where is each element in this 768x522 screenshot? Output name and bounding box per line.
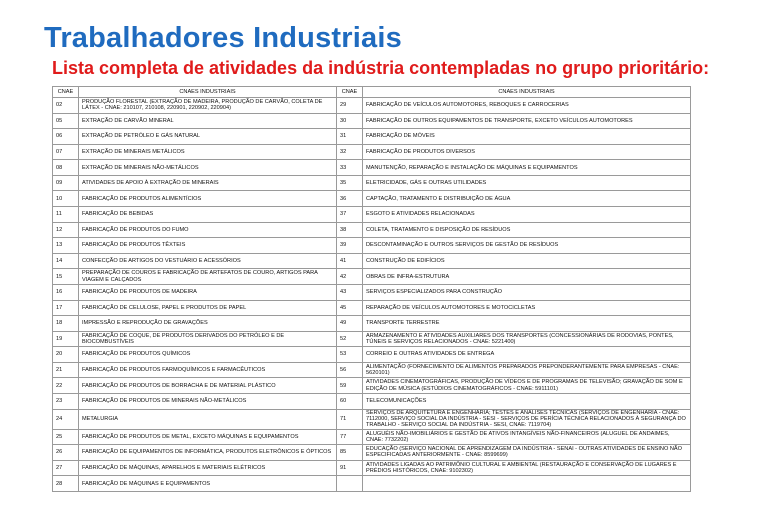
- table-row: [53, 331, 691, 347]
- cnae-code-left: 14: [53, 253, 79, 269]
- cnae-code-right: 59: [337, 378, 363, 394]
- table-row: [53, 429, 691, 445]
- cnae-code-right: 56: [337, 362, 363, 378]
- cnae-code-right: 32: [337, 144, 363, 160]
- activity-right: REPARAÇÃO DE VEÍCULOS AUTOMOTORES E MOTOCICLETAS: [363, 300, 691, 316]
- activity-left: FABRICAÇÃO DE COQUE, DE PRODUTOS DERIVADOS DO PETRÓLEO E DE BIOCOMBUSTÍVEIS: [79, 331, 337, 347]
- activity-right: FABRICAÇÃO DE MÓVEIS: [363, 129, 691, 145]
- activity-right: COLETA, TRATAMENTO E DISPOSIÇÃO DE RESÍDUOS: [363, 222, 691, 238]
- activity-right: TELECOMUNICAÇÕES: [363, 393, 691, 409]
- cnae-code-right: 60: [337, 393, 363, 409]
- cnae-code-left: 19: [53, 331, 79, 347]
- table-row: [53, 144, 691, 160]
- activity-left: FABRICAÇÃO DE PRODUTOS DE METAL, EXCETO MÁQUINAS E EQUIPAMENTOS: [79, 429, 337, 445]
- cnae-code-right: 29: [337, 98, 363, 114]
- cnae-code-left: 07: [53, 144, 79, 160]
- table-row: [53, 207, 691, 223]
- activity-right: ALIMENTAÇÃO (FORNECIMENTO DE ALIMENTOS PREPARADOS PREPONDERANTEMENTE PARA EMPRESAS - CNAE: 5620101): [363, 362, 691, 378]
- cnae-code-left: 18: [53, 316, 79, 332]
- table-row: [53, 409, 691, 429]
- cnae-code-left: 25: [53, 429, 79, 445]
- activity-left: EXTRAÇÃO DE MINERAIS NÃO-METÁLICOS: [79, 160, 337, 176]
- cnae-code-left: 06: [53, 129, 79, 145]
- table-row: [53, 445, 691, 461]
- activity-left: PREPARAÇÃO DE COUROS E FABRICAÇÃO DE ARTEFATOS DE COURO, ARTIGOS PARA VIAGEM E CALÇADOS: [79, 269, 337, 285]
- header-activity-left: CNAES INDUSTRIAIS: [79, 87, 337, 98]
- activity-right: FABRICAÇÃO DE VEÍCULOS AUTOMOTORES, REBOQUES E CARROCERIAS: [363, 98, 691, 114]
- activity-left: FABRICAÇÃO DE PRODUTOS FARMOQUÍMICOS E FARMACÊUTICOS: [79, 362, 337, 378]
- cnae-code-left: 24: [53, 409, 79, 429]
- table-row: [53, 284, 691, 300]
- table-row: [53, 175, 691, 191]
- table-row: [53, 222, 691, 238]
- cnae-code-right: 41: [337, 253, 363, 269]
- activity-left: FABRICAÇÃO DE MÁQUINAS E EQUIPAMENTOS: [79, 476, 337, 492]
- cnae-code-left: 15: [53, 269, 79, 285]
- activity-left: FABRICAÇÃO DE CELULOSE, PAPEL E PRODUTOS DE PAPEL: [79, 300, 337, 316]
- cnae-code-right: 53: [337, 347, 363, 363]
- table-row: [53, 347, 691, 363]
- table-row: [53, 316, 691, 332]
- cnae-code-left: 11: [53, 207, 79, 223]
- activity-right: DESCONTAMINAÇÃO E OUTROS SERVIÇOS DE GESTÃO DE RESÍDUOS: [363, 238, 691, 254]
- activity-right: EDUCAÇÃO (SERVIÇO NACIONAL DE APRENDIZAGEM DA INDÚSTRIA - SENAI - OUTRAS ATIVIDADES DE ENSINO NÃO ESPECIFICADAS ANTERIORMENTE - CNAE: 8599699): [363, 445, 691, 461]
- table-row: [53, 191, 691, 207]
- table-row: [53, 460, 691, 476]
- activity-left: FABRICAÇÃO DE MÁQUINAS, APARELHOS E MATERIAIS ELÉTRICOS: [79, 460, 337, 476]
- activity-left: IMPRESSÃO E REPRODUÇÃO DE GRAVAÇÕES: [79, 316, 337, 332]
- cnae-code-left: 23: [53, 393, 79, 409]
- cnae-code-right: 71: [337, 409, 363, 429]
- cnae-code-left: 20: [53, 347, 79, 363]
- cnae-code-left: 21: [53, 362, 79, 378]
- table-row: [53, 269, 691, 285]
- cnae-code-left: 08: [53, 160, 79, 176]
- activity-left: EXTRAÇÃO DE PETRÓLEO E GÁS NATURAL: [79, 129, 337, 145]
- cnae-code-right: 37: [337, 207, 363, 223]
- cnae-code-left: 02: [53, 98, 79, 114]
- cnae-code-left: 12: [53, 222, 79, 238]
- cnae-code-left: 26: [53, 445, 79, 461]
- cnae-code-right: 85: [337, 445, 363, 461]
- cnae-code-right: 77: [337, 429, 363, 445]
- activity-right: ELETRICIDADE, GÁS E OUTRAS UTILIDADES: [363, 175, 691, 191]
- cnae-code-right: 35: [337, 175, 363, 191]
- activity-left: FABRICAÇÃO DE PRODUTOS QUÍMICOS: [79, 347, 337, 363]
- cnae-code-left: 17: [53, 300, 79, 316]
- activity-left: FABRICAÇÃO DE PRODUTOS DE BORRACHA E DE MATERIAL PLÁSTICO: [79, 378, 337, 394]
- cnae-code-right: 45: [337, 300, 363, 316]
- activity-left: PRODUÇÃO FLORESTAL (EXTRAÇÃO DE MADEIRA, PRODUÇÃO DE CARVÃO, COLETA DE LÁTEX - CNAE: 210107, 210108, 220901, 220902, 220904): [79, 98, 337, 114]
- cnae-code-right: 43: [337, 284, 363, 300]
- cnae-code-right: 30: [337, 113, 363, 129]
- cnae-code-left: 05: [53, 113, 79, 129]
- activity-left: FABRICAÇÃO DE BEBIDAS: [79, 207, 337, 223]
- activity-left: FABRICAÇÃO DE EQUIPAMENTOS DE INFORMÁTICA, PRODUTOS ELETRÔNICOS E ÓPTICOS: [79, 445, 337, 461]
- activity-right: SERVIÇOS ESPECIALIZADOS PARA CONSTRUÇÃO: [363, 284, 691, 300]
- cnae-code-left: 28: [53, 476, 79, 492]
- cnae-code-left: 09: [53, 175, 79, 191]
- page-subtitle: Lista completa de atividades da indústria contempladas no grupo prioritário:: [52, 58, 710, 78]
- cnae-code-right: 38: [337, 222, 363, 238]
- activity-left: METALURGIA: [79, 409, 337, 429]
- activity-right: TRANSPORTE TERRESTRE: [363, 316, 691, 332]
- activity-right: CORREIO E OUTRAS ATIVIDADES DE ENTREGA: [363, 347, 691, 363]
- table-row: [53, 362, 691, 378]
- table-body: [53, 98, 691, 492]
- table-row: [53, 98, 691, 114]
- activity-left: FABRICAÇÃO DE PRODUTOS DO FUMO: [79, 222, 337, 238]
- table-row: [53, 253, 691, 269]
- cnae-code-right: 39: [337, 238, 363, 254]
- cnae-code-left: 16: [53, 284, 79, 300]
- activity-left: EXTRAÇÃO DE MINERAIS METÁLICOS: [79, 144, 337, 160]
- activity-right: ESGOTO E ATIVIDADES RELACIONADAS: [363, 207, 691, 223]
- activity-right: MANUTENÇÃO, REPARAÇÃO E INSTALAÇÃO DE MÁQUINAS E EQUIPAMENTOS: [363, 160, 691, 176]
- activity-right: CAPTAÇÃO, TRATAMENTO E DISTRIBUIÇÃO DE ÁGUA: [363, 191, 691, 207]
- cnae-code-left: 13: [53, 238, 79, 254]
- table-row: [53, 238, 691, 254]
- activity-right: CONSTRUÇÃO DE EDIFÍCIOS: [363, 253, 691, 269]
- activity-right: ALUGUÉIS NÃO-IMOBILIÁRIOS E GESTÃO DE ATIVOS INTANGÍVEIS NÃO-FINANCEIROS (ALUGUEL DE ANDAIMES, CNAE: 7732202): [363, 429, 691, 445]
- activity-right: ARMAZENAMENTO E ATIVIDADES AUXILIARES DOS TRANSPORTES (CONCESSIONÁRIAS DE RODOVIAS, PONTES, TÚNEIS E SERVIÇOS RELACIONADOS - CNAE: 5221400): [363, 331, 691, 347]
- header-activity-right: CNAES INDUSTRIAIS: [363, 87, 691, 98]
- table-row: [53, 476, 691, 492]
- header-cnae-right: CNAE: [337, 87, 363, 98]
- page-title: Trabalhadores Industriais: [44, 22, 402, 54]
- activity-right: OBRAS DE INFRA-ESTRUTURA: [363, 269, 691, 285]
- cnae-code-right: 42: [337, 269, 363, 285]
- header-cnae-left: CNAE: [53, 87, 79, 98]
- activity-left: FABRICAÇÃO DE PRODUTOS ALIMENTÍCIOS: [79, 191, 337, 207]
- activity-right: FABRICAÇÃO DE PRODUTOS DIVERSOS: [363, 144, 691, 160]
- cnae-code-right: 31: [337, 129, 363, 145]
- cnae-code-right: 49: [337, 316, 363, 332]
- cnae-code-left: 27: [53, 460, 79, 476]
- activity-left: EXTRAÇÃO DE CARVÃO MINERAL: [79, 113, 337, 129]
- cnae-table: [52, 86, 691, 492]
- cnae-code-right: [337, 476, 363, 492]
- activity-left: FABRICAÇÃO DE PRODUTOS DE MADEIRA: [79, 284, 337, 300]
- activity-right: FABRICAÇÃO DE OUTROS EQUIPAMENTOS DE TRANSPORTE, EXCETO VEÍCULOS AUTOMOTORES: [363, 113, 691, 129]
- table-row: [53, 160, 691, 176]
- cnae-table-container: [52, 86, 690, 492]
- table-row: [53, 129, 691, 145]
- cnae-code-left: 22: [53, 378, 79, 394]
- table-row: [53, 378, 691, 394]
- activity-right: SERVIÇOS DE ARQUITETURA E ENGENHARIA; TESTES E ANÁLISES TÉCNICAS (SERVIÇOS DE ENGENHARIA - CNAE: 7112000, SERVIÇO SOCIAL DA INDÚSTRIA - SESI - SERVIÇOS DE PERÍCIA TÉCNICA RELACIONADOS À SEGURANÇA DO TRABALHO - SERVIÇO SOCIAL DA INDÚSTRIA - SESI, CNAE: 7119704): [363, 409, 691, 429]
- activity-right: [363, 476, 691, 492]
- table-row: [53, 113, 691, 129]
- activity-left: CONFECÇÃO DE ARTIGOS DO VESTUÁRIO E ACESSÓRIOS: [79, 253, 337, 269]
- activity-left: FABRICAÇÃO DE PRODUTOS TÊXTEIS: [79, 238, 337, 254]
- activity-right: ATIVIDADES LIGADAS AO PATRIMÔNIO CULTURAL E AMBIENTAL (RESTAURAÇÃO E CONSERVAÇÃO DE LUGARES E PRÉDIOS HISTÓRICOS, CNAE: 9102302): [363, 460, 691, 476]
- activity-left: FABRICAÇÃO DE PRODUTOS DE MINERAIS NÃO-METÁLICOS: [79, 393, 337, 409]
- table-header-row: [53, 87, 691, 98]
- cnae-code-right: 91: [337, 460, 363, 476]
- table-row: [53, 393, 691, 409]
- cnae-code-right: 36: [337, 191, 363, 207]
- cnae-code-right: 33: [337, 160, 363, 176]
- cnae-code-right: 52: [337, 331, 363, 347]
- activity-right: ATIVIDADES CINEMATOGRÁFICAS, PRODUÇÃO DE VÍDEOS E DE PROGRAMAS DE TELEVISÃO; GRAVAÇÃO DE SOM E EDIÇÃO DE MÚSICA (ESTÚDIOS CINEMATOGRÁFICOS - CNAE: 5911101): [363, 378, 691, 394]
- activity-left: ATIVIDADES DE APOIO À EXTRAÇÃO DE MINERAIS: [79, 175, 337, 191]
- cnae-code-left: 10: [53, 191, 79, 207]
- table-row: [53, 300, 691, 316]
